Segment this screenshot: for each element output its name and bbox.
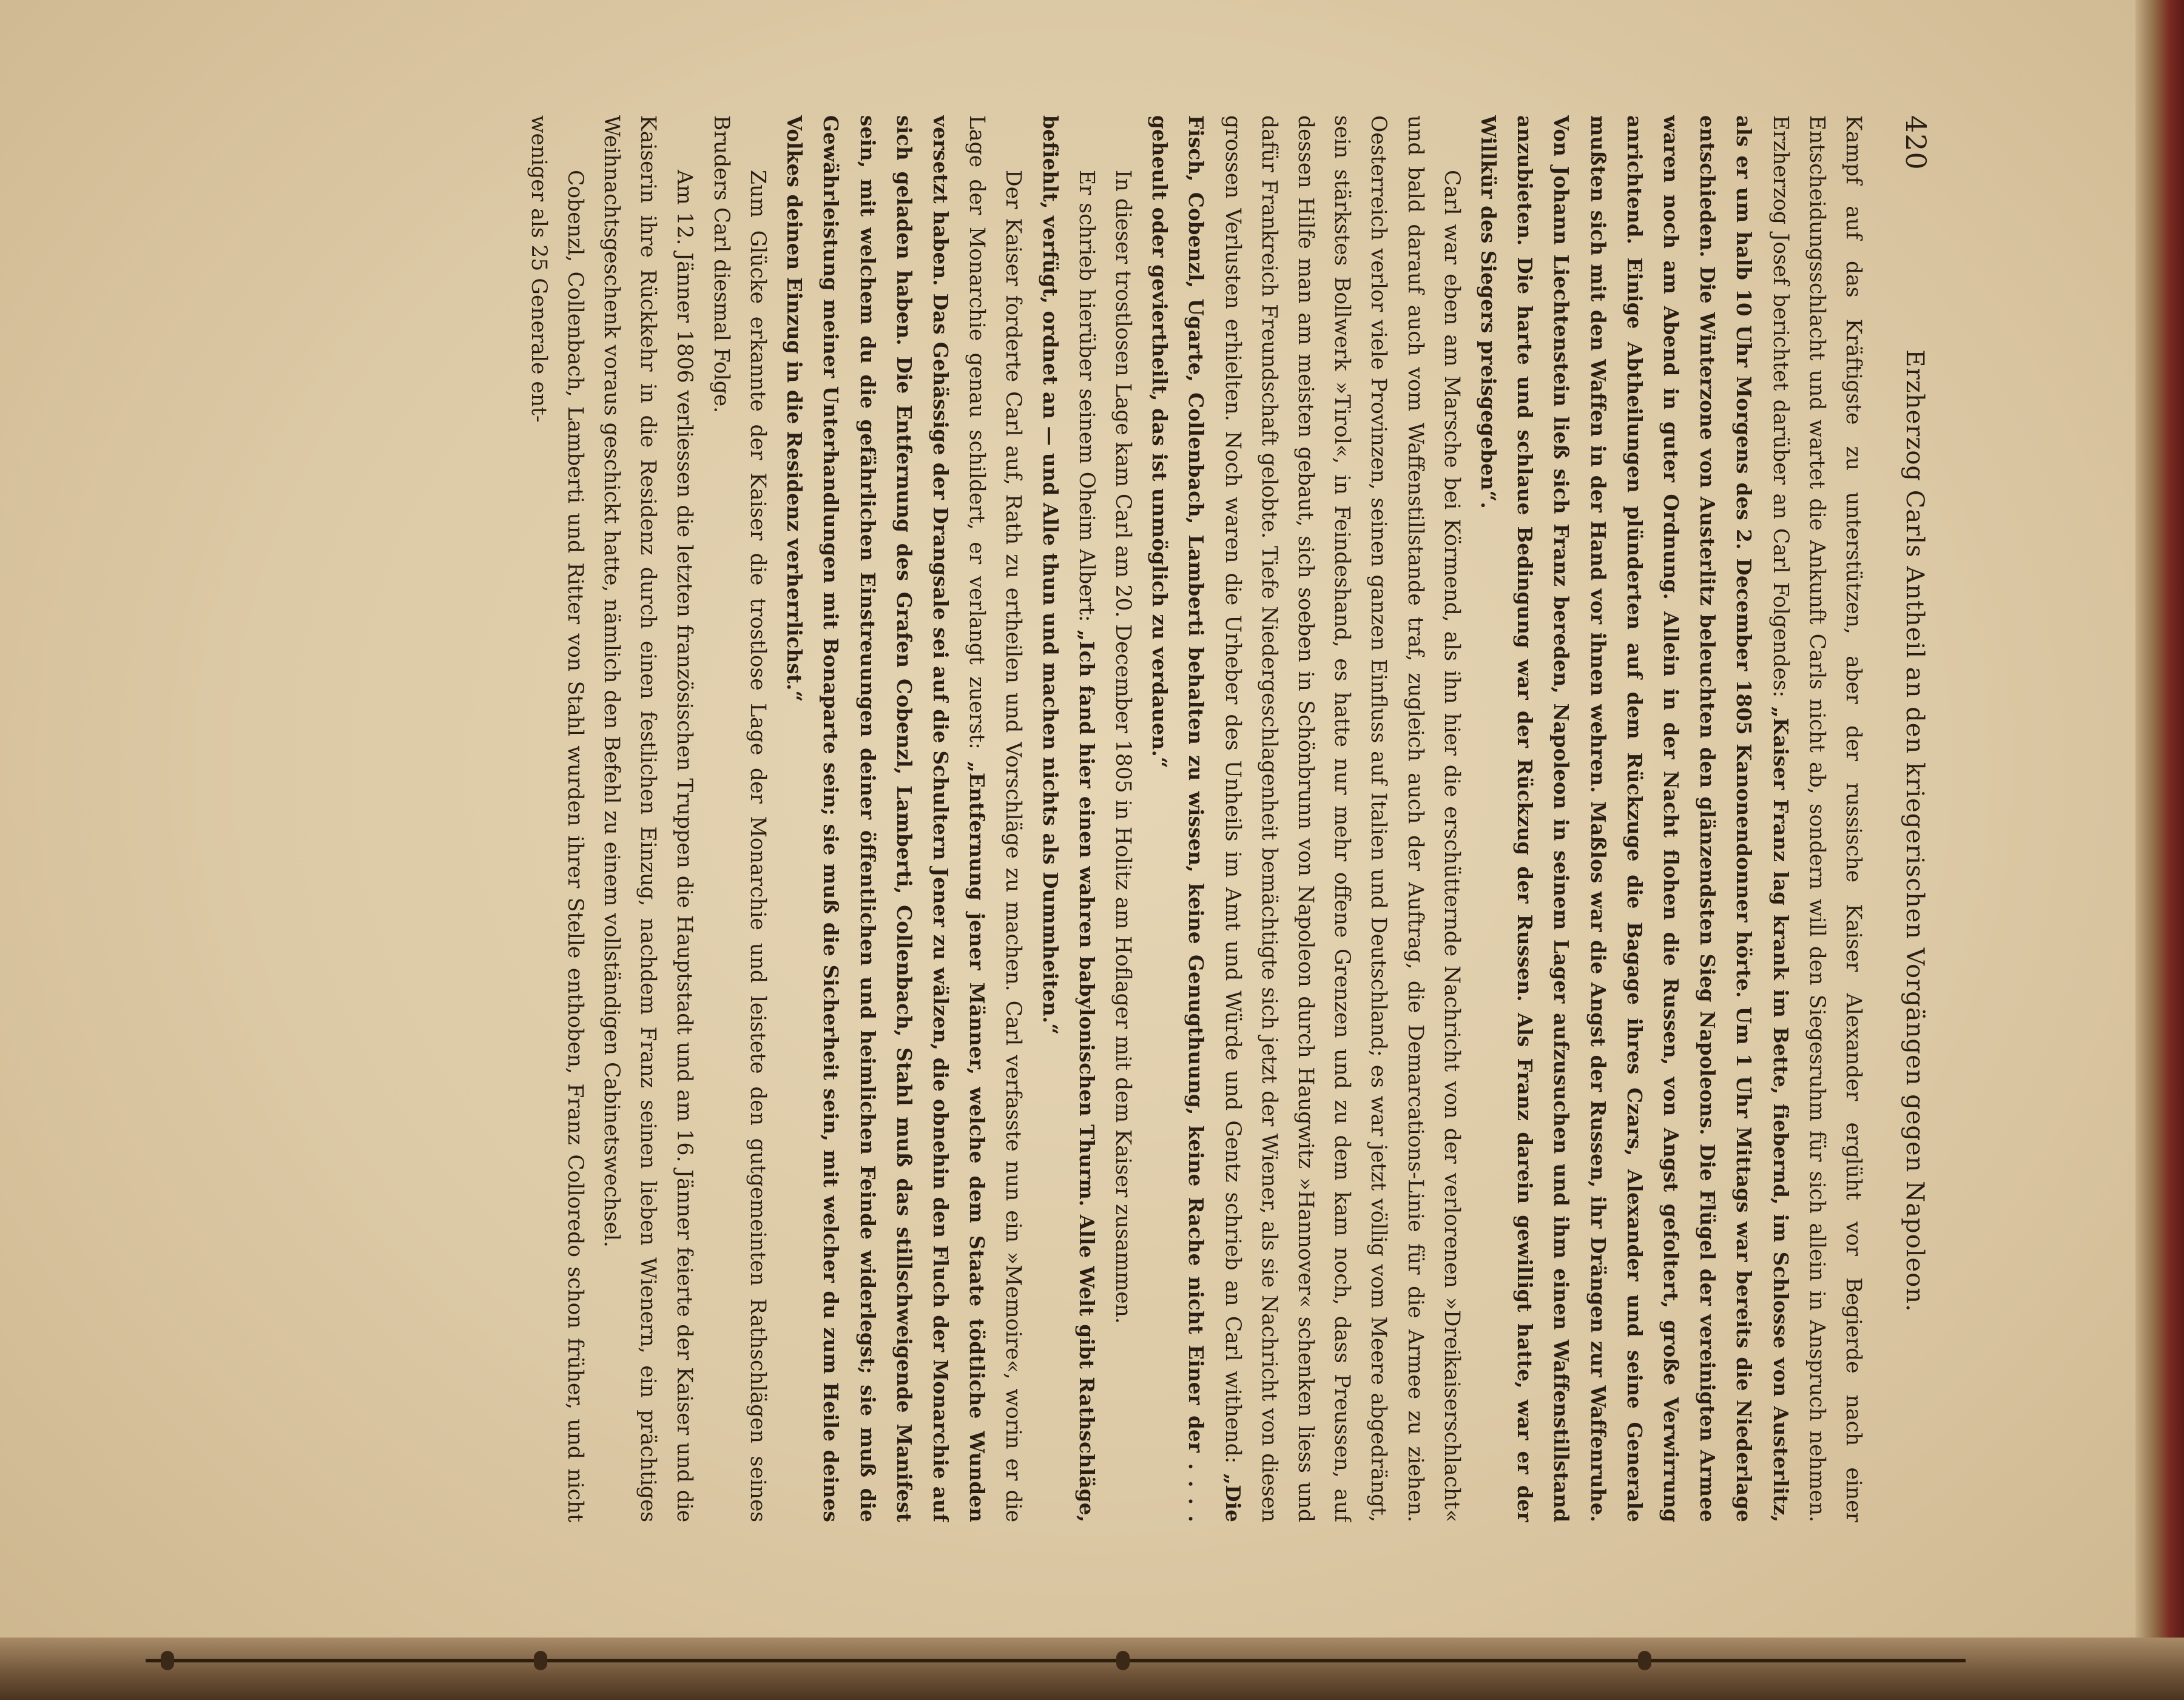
body-text-run: In dieser trostlosen Lage kam Carl am 20. December 1805 in Holitz am Hoflager mit dem Kaiser zusammen. <box>1110 170 1135 1324</box>
paragraph <box>1105 115 1141 1522</box>
body-text-run: Kampf auf das Kräftigste zu unterstützen, aber der russische Kaiser Alexander erglüht vor Begierde nach einer Entscheidungsschlacht und wartet die Ankunft Carls nicht ab, sondern will den Siegesruhm für sich allein in Anspruch nehmen. Erzherzog Josef berichtet darüber an Carl Folgendes: <box>1768 115 1866 1522</box>
thread-knot <box>1638 1651 1651 1670</box>
paragraph <box>1031 115 1104 1522</box>
paragraph <box>520 115 593 1522</box>
paragraph <box>703 115 776 1522</box>
body-text-run: Carl war eben am Marsche bei Körmend, als ihn hier die erschütternde Nachricht von der verlorenen »Dreikaiserschlacht« und bald darauf auch vom Waffenstillstande traf, zugleich auch der Auftrag, die Demarcations-Linie für die Armee zu ziehen. Oesterreich verlor viele Provinzen, seinen ganzen Einfluss auf Italien und Deutschland; es war jetzt völlig vom Meere abgedrängt, sein stärkstes Bollwerk »Tirol«, in Feindeshand, es hatte nur mehr offene Grenzen und zu dem kam noch, dass Preussen, auf dessen Hilfe man am meisten gebaut, sich soeben in Schönbrunn von Napoleon durch Haugwitz »Hannover« schenken liess und dafür Frankreich Freundschaft gelobte. Tiefe Niedergeschlagenheit bemächtigte sich jetzt der Wiener, als sie Nachricht von diesen grossen Verlusten erhielten. Noch waren die Urheber des Unheils im Amt und Würde und Gentz schrieb an Carl withend: <box>1220 115 1464 1522</box>
book-gutter <box>0 1638 2184 1700</box>
quoted-fraktur-text: „Entfernung jener Männer, welche dem Staate tödtliche Wunden versetzt haben. Das Gehässige der Drangsale sei auf die Schultern Jener zu wälzen, die obnehin den Fluch der Monarchie auf sich geladen haben. Die Entfernung des Grafen Cobenzl, Lamberti, Collenbach, Stahl muß das stillschweigende Manifest sein, mit welchem du die gefährlichen Einstreuungen deiner öffentlichen und heimlichen Feinde widerlegst; sie muß die Gewährleistung meiner Unterhandlungen mit Bonaparte sein; sie muß die Sicherheit sein, mit welcher du zum Heile deines Volkes deinen Einzug in die Residenz verherrlichst.“ <box>783 115 989 1522</box>
thread-knot <box>1116 1651 1130 1670</box>
body-text-run: Cobenzl, Collenbach, Lamberti und Ritter von Stahl wurden ihrer Stelle enthoben, Franz Colloredo schon früher, und nicht weniger als 25 Generale ent- <box>526 115 587 1522</box>
body-text-run: Er schrieb hierüber seinem Oheim Albert: <box>1074 170 1099 630</box>
running-head: Erzherzog Carls Antheil an den kriegerischen Vorgängen gegen Napoleon. <box>1901 349 1929 1312</box>
body-text-run: Am 12. Jänner 1806 verliessen die letzten französischen Truppen die Hauptstadt und am 16. Jänner feierte der Kaiser und die Kaiserin ihre Rückkehr in die Residenz durch einen festlichen Einzug, nachdem Franz seinen lieben Wienern, ein prächtiges Weihnachtsgeschenk voraus geschickt hatte, nämlich den Befehl zu einem vollständigen Cabinetswechsel. <box>599 115 697 1522</box>
paragraph <box>1470 115 1872 1522</box>
page-edge-binding <box>2135 0 2184 1700</box>
quoted-fraktur-text: „Die Fisch, Cobenzl, Ugarte, Collenbach, Lamberti behalten zu wissen, keine Genugthuung, keine Rache nicht Einer der . . . . geheult oder geviertheilt, das ist unmöglich zu verdauen.“ <box>1148 115 1245 1522</box>
rotated-page <box>167 91 1956 1547</box>
quoted-fraktur-text: „Ich fand hier einen wahren babylonischen Thurm. Alle Welt gibt Rathschläge, befiehlt, verfügt, ordnet an — und Alle thun und machen nichts als Dummheiten.“ <box>1038 115 1099 1522</box>
page-header <box>1890 115 1932 1522</box>
thread-knot <box>161 1651 174 1670</box>
paragraph <box>593 115 703 1522</box>
body-text <box>197 115 1872 1522</box>
page-number: 420 <box>1899 115 1932 170</box>
body-text-run: Der Kaiser forderte Carl auf, Rath zu ertheilen und Vorschläge zu machen. Carl verfasste nun ein »Memoire«, worin er die Lage der Monarchie genau schildert, er verlangt zuerst: <box>965 115 1026 1522</box>
binding-thread <box>146 1659 1966 1662</box>
paragraph <box>1141 115 1470 1522</box>
paragraph <box>776 115 1031 1522</box>
thread-knot <box>534 1651 547 1670</box>
quoted-fraktur-text: „Kaiser Franz lag krank im Bette, fiebernd, im Schlosse von Austerlitz, als er um halb 10 Uhr Morgens des 2. December 1805 Kanonendonner hörte. Um 1 Uhr Mittags war bereits die Niederlage entschieden. Die Winterzone von Austerlitz beleuchten den glänzendsten Sieg Napoleons. Die Flügel der vereinigten Armee waren noch am Abend in guter Ordnung. Allein in der Nacht flohen die Russen, von Angst gefoltert, große Verwirrung anrichtend. Einige Abtheilungen plünderten auf dem Rückzuge die Bagage ihres Czars, Alexander und seine Generale mußten sich mit den Waffen in der Hand vor ihnen wehren. Maßlos war die Angst der Russen, ihr Drängen zur Waffenruhe. Von Johann Liechtenstein ließ sich Franz bereden, Napoleon in seinem Lager aufzusuchen und ihm einen Waffenstillstand anzubieten. Die harte und schlaue Bedingung war der Rückzug der Russen. Als Franz darein gewilligt hatte, war er der Willkür des Siegers preisgegeben“. <box>1476 115 1793 1522</box>
body-text-run: Zum Glücke erkannte der Kaiser die trostlose Lage der Monarchie und leistete den gutgemeinten Rathschlägen seines Bruders Carl diesmal Folge. <box>709 115 770 1522</box>
